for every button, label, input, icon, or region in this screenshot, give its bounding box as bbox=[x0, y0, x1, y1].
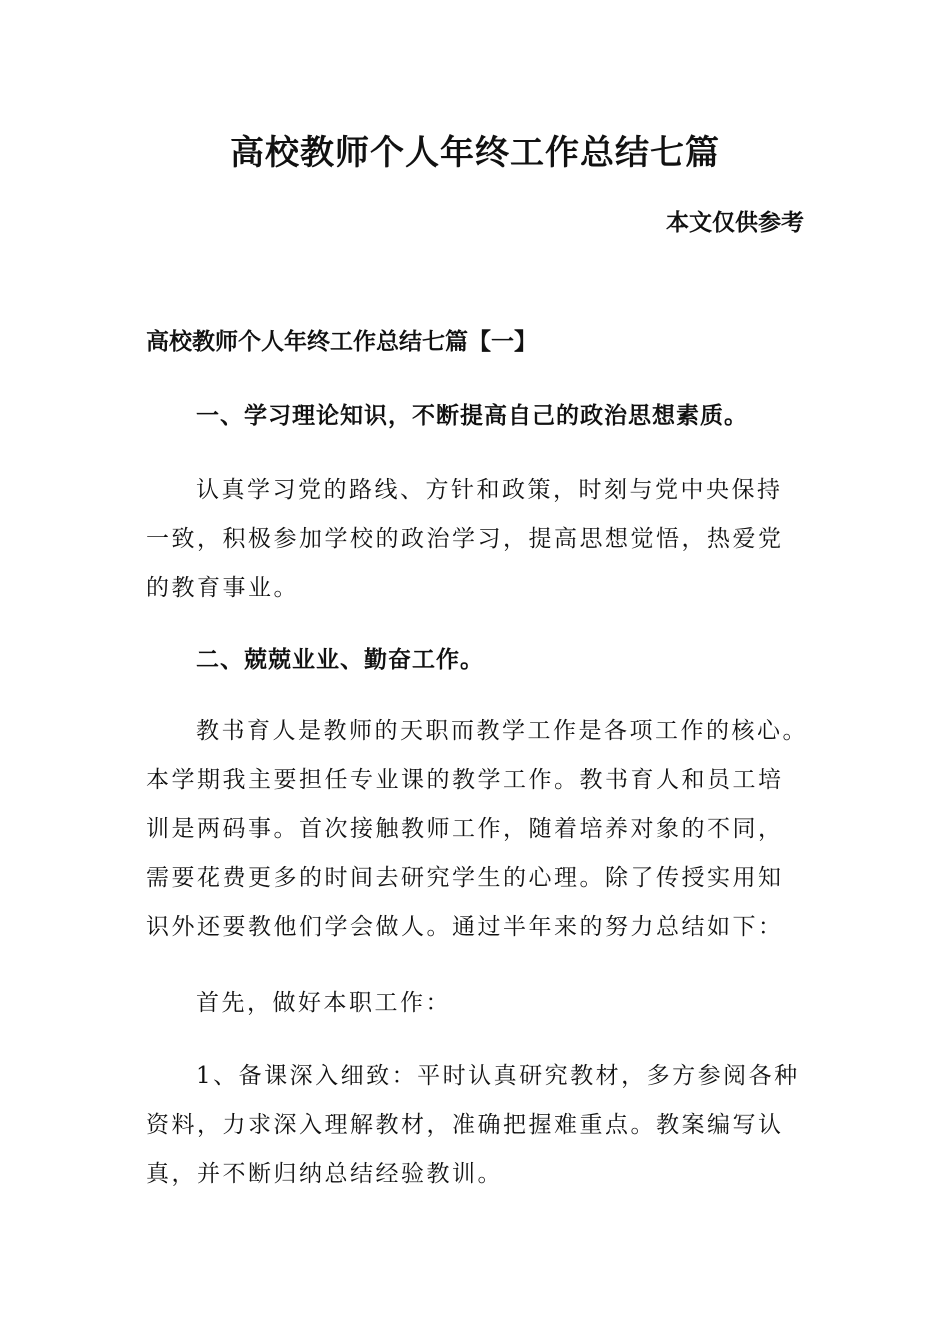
heading-study-theory: 一、学习理论知识，不断提高自己的政治思想素质。 bbox=[196, 403, 748, 429]
paragraph-line: 资料，力求深入理解教材，准确把握难重点。教案编写认 bbox=[146, 1112, 784, 1138]
paragraph-line: 一致，积极参加学校的政治学习，提高思想觉悟，热爱党 bbox=[146, 526, 784, 552]
paragraph-line: 教书育人是教师的天职而教学工作是各项工作的核心。 bbox=[196, 718, 808, 744]
heading-diligent-work: 二、兢兢业业、勤奋工作。 bbox=[196, 647, 484, 673]
paragraph-political-study bbox=[146, 466, 806, 613]
paragraph-line: 的教育事业。 bbox=[146, 575, 299, 601]
paragraph-line: 1、备课深入细致：平时认真研究教材，多方参阅各种 bbox=[196, 1063, 800, 1089]
paragraph-line: 首先，做好本职工作： bbox=[196, 990, 451, 1016]
paragraph-first-duties bbox=[146, 979, 806, 1028]
paragraph-line: 训是两码事。首次接触教师工作，随着培养对象的不同， bbox=[146, 816, 784, 842]
reference-note: 本文仅供参考 bbox=[666, 210, 804, 236]
paragraph-line: 真，并不断归纳总结经验教训。 bbox=[146, 1161, 503, 1187]
document-title: 高校教师个人年终工作总结七篇 bbox=[230, 133, 720, 173]
paragraph-teaching-work bbox=[146, 707, 806, 952]
paragraph-line: 需要花费更多的时间去研究学生的心理。除了传授实用知 bbox=[146, 865, 784, 891]
paragraph-lesson-preparation bbox=[146, 1052, 806, 1199]
paragraph-line: 本学期我主要担任专业课的教学工作。教书育人和员工培 bbox=[146, 767, 784, 793]
paragraph-line: 识外还要教他们学会做人。通过半年来的努力总结如下： bbox=[146, 914, 784, 940]
paragraph-line: 认真学习党的路线、方针和政策，时刻与党中央保持 bbox=[196, 477, 783, 503]
section-heading: 高校教师个人年终工作总结七篇【一】 bbox=[146, 329, 537, 355]
